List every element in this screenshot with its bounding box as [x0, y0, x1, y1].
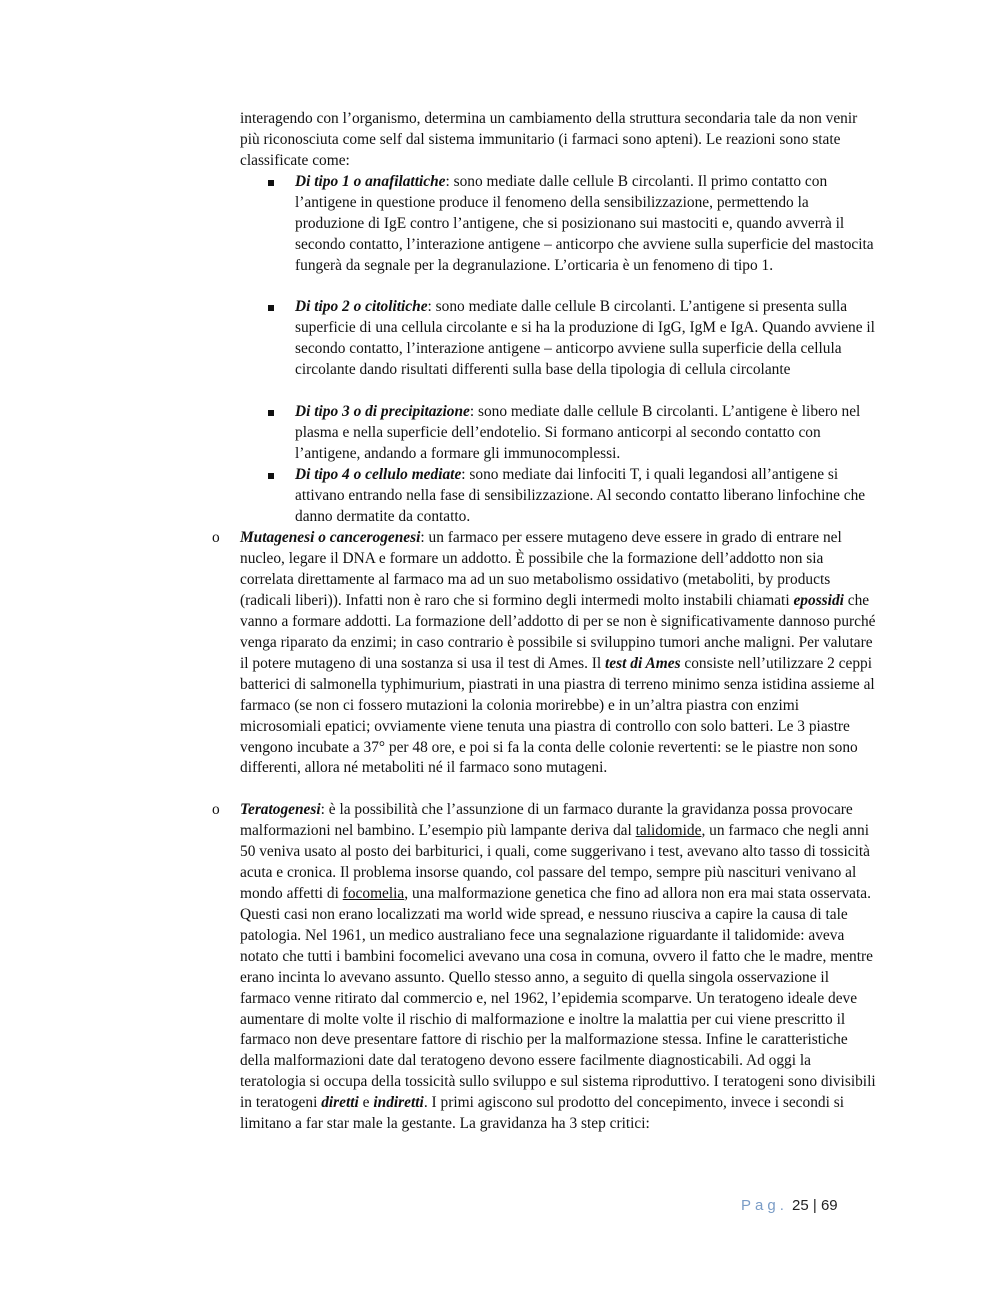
square-bullet-icon	[268, 410, 274, 416]
page-separator: |	[812, 1197, 817, 1214]
mutagenesi-paragraph	[240, 528, 880, 779]
indiretti-term: indiretti	[373, 1094, 424, 1112]
total-pages: 69	[820, 1197, 838, 1214]
reaction-term: Di tipo 4 o cellulo mediate	[295, 466, 462, 483]
teratogenesi-paragraph	[240, 800, 880, 1135]
square-bullet-icon	[268, 305, 274, 311]
circle-bullet-icon: o	[212, 801, 220, 818]
reaction-text: : sono mediate dai linfociti T, i quali legandosi all’antigene si attivano entrando nella fase di sensibilizzazione. Al secondo contatto liberano linfochine che danno dermatite da contatto.	[295, 466, 866, 525]
paragraph-text: consiste nell’utilizzare 2 ceppi batterici di salmonella typhimurium, piastrati in una piastra di terreno minimo senza istidina assieme al farmaco (se non ci fossero mutazioni la colonia morirebbe) e in un’altra piastra con enzimi microsomiali epatici; ovviamente viene tenuta una piastra di controllo con solo batteri. Le 3 piastre vengono incubate a 37° per 48 ore, e poi si fa la conta delle colonie revertenti: se le piastre non sono differenti, allora né metaboliti né il farmaco sono mutageni.	[240, 654, 875, 777]
mutagenesi-term: Mutagenesi o cancerogenesi	[240, 529, 421, 546]
paragraph-text: , un farmaco che negli anni 50 veniva usato al posto dei barbiturici, i quali, come suggerivano i test, avevano alto tasso di tossicità acuta e cronica. Il problema insorse quando, col passare del tempo, sempre più nascituri venivano al mondo affetti di	[240, 821, 871, 902]
focomelia-term: focomelia	[342, 884, 405, 902]
talidomide-term: talidomide	[635, 821, 702, 839]
paragraph-text: : un farmaco per essere mutageno deve essere in grado di entrare nel nucleo, legare il DNA e formare un addotto. È possibile che la formazione dell’addotto non sia correlata direttamente al farmaco ma ad un suo metabolismo ossidativo (metaboliti, by products (radicali liberi)). Infatti non è raro che si formino degli intermedi molto instabili chiamati	[240, 529, 842, 609]
paragraph-text: , una malformazione genetica che fino ad allora non era mai stata osservata. Questi casi non erano localizzati ma world wide spread, e nessuno riusciva a capire la causa di tale patologia. Nel 1961, un medico australiano fece una segnalazione riguardante il talidomide: aveva notato che tutti i bambini focomelici avevano una cosa in comuna, ovvero il fatto che le madre, mentre erano incinta lo avevano assunto. Quello stesso anno, a seguito di quella singola osservazione il farmaco venne ritirato dal commercio e, nel 1962, l’epidemia scomparve. Un teratogeno ideale deve aumentare di molte volte il rischio di malformazione e inoltre la malattia per cui viene prescritto il farmaco non deve presentare fattore di rischio per la malformazione stessa. Infine le caratteristiche della malformazioni date dal teratogeno devono essere facilmente diagnosticabili. Ad oggi la teratologia si occupa della tossicità sullo sviluppo e sul sistema riproduttivo. I teratogeni sono divisibili in teratogeni	[240, 884, 876, 1112]
page-footer	[741, 1196, 838, 1216]
teratogenesi-term: Teratogenesi	[240, 801, 321, 818]
reaction-text: : sono mediate dalle cellule B circolanti. L’antigene si presenta sulla superficie di una cellula circolante e si ha la produzione di IgG, IgM e IgA. Quando avviene il secondo contatto, l’interazione antigene – anticorpo avviene sulla superficie della cellula circolante dando risultati differenti sulla base della tipologia di cellula circolante	[295, 298, 875, 378]
square-bullet-icon	[268, 473, 274, 479]
diretti-term: diretti	[321, 1094, 359, 1112]
reaction-text: : sono mediate dalle cellule B circolanti. L’antigene è libero nel plasma e nella superficie dell’endotelio. Si formano anticorpi al secondo contatto con l’antigene, andando a formare gli immunocomplessi.	[295, 403, 861, 462]
square-bullet-icon	[268, 180, 274, 186]
reaction-term: Di tipo 2 o citolitiche	[295, 298, 428, 315]
paragraph-text: che vanno a formare addotti. La formazione dell’addotto di per se non è significativamente dannoso purché venga riparato da enzimi; in caso contrario è possibile si sviluppino tumori anche maligni. Per valutare il potere mutageno di una sostanza si usa il test di Ames. Il	[240, 591, 876, 672]
reaction-text: : sono mediate dalle cellule B circolanti. Il primo contatto con l’antigene in questione produce il fenomeno della sensibilizzazione, permettendo la produzione di IgE contro l’antigene, che si posizionano sui mastociti e, quando avverrà il secondo contatto, l’interazione antigene – anticorpo che avviene sulla superficie del mastocita fungerà da segnale per la degranulazione. L’orticaria è un fenomeno di tipo 1.	[295, 173, 874, 274]
page-number: 25	[792, 1197, 809, 1214]
pag-label: Pag.	[741, 1197, 788, 1214]
reaction-item-type4	[295, 465, 880, 528]
reaction-term: Di tipo 1 o anafilattiche	[295, 173, 446, 190]
intro-paragraph: interagendo con l’organismo, determina un cambiamento della struttura secondaria tale da non venir più riconosciuta come self dal sistema immunitario (i farmaci sono apteni). Le reazioni sono state classificate come:	[240, 110, 858, 169]
reaction-item-type3	[295, 402, 880, 465]
test-ames-term: test di Ames	[605, 654, 681, 672]
reaction-item-type2	[295, 297, 880, 381]
reaction-item-type1	[295, 172, 880, 277]
reaction-term: Di tipo 3 o di precipitazione	[295, 403, 470, 420]
paragraph-text: . I primi agiscono sul prodotto del concepimento, invece i secondi si limitano a far star male la gestante. La gravidanza ha 3 step critici:	[240, 1094, 844, 1133]
paragraph-text: : è la possibilità che l’assunzione di un farmaco durante la gravidanza possa provocare malformazioni nel bambino. L’esempio più lampante deriva dal	[240, 801, 853, 839]
circle-bullet-icon: o	[212, 529, 220, 546]
epossidi-term: epossidi	[793, 591, 844, 609]
paragraph-text: e	[358, 1094, 374, 1112]
